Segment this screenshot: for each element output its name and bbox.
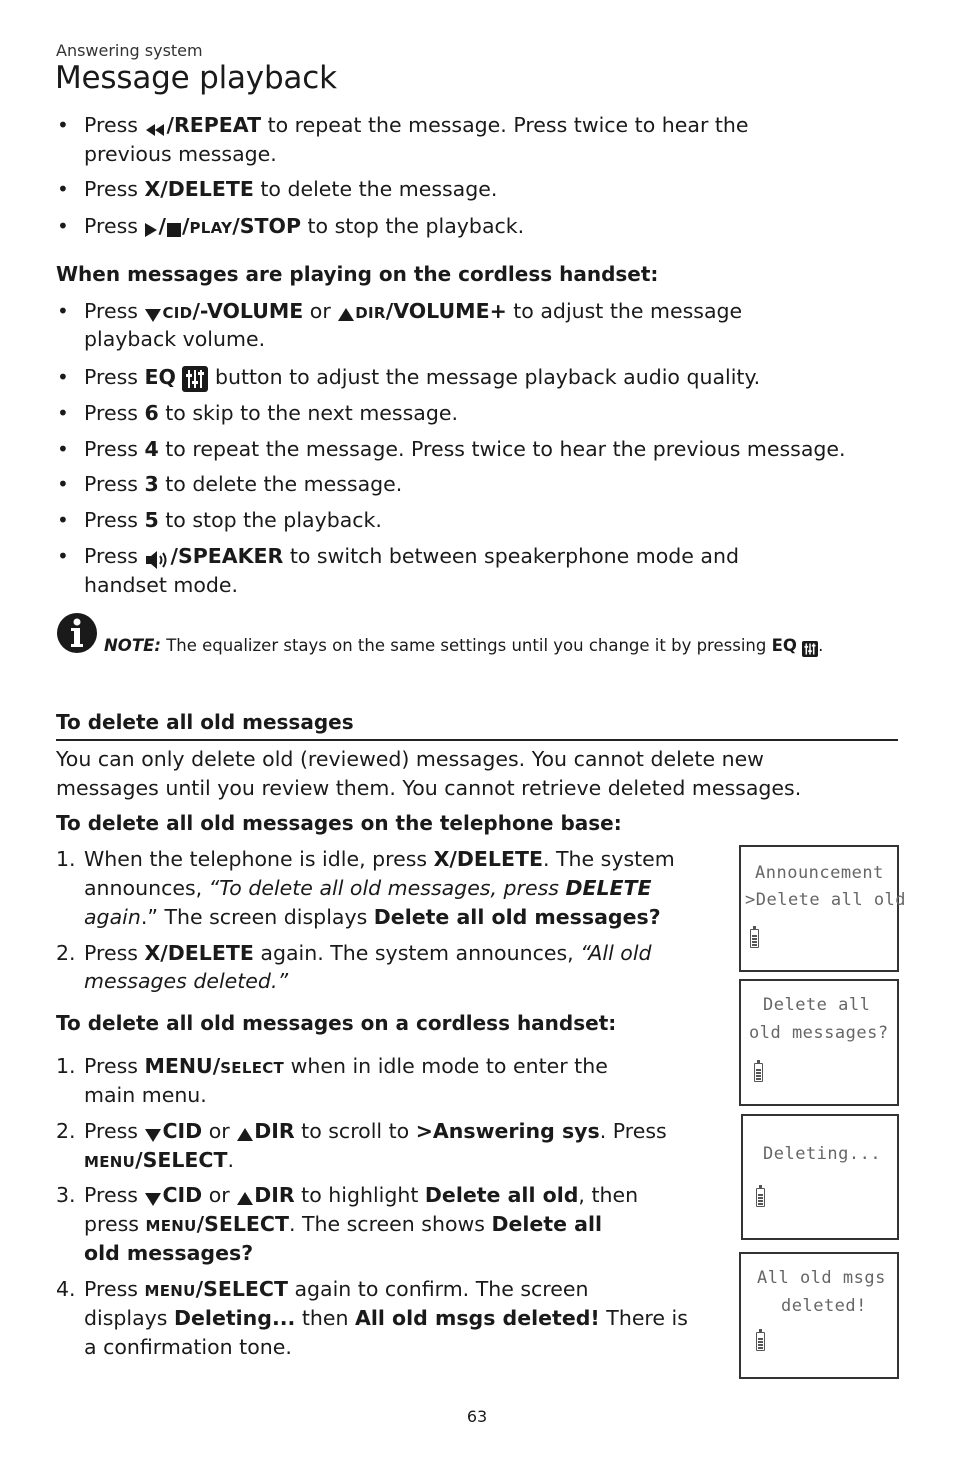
list-item-continuation: playback volume. bbox=[84, 327, 266, 351]
battery-icon bbox=[754, 1063, 763, 1082]
note-box: NOTE: The equalizer stays on the same settings until you change it by pressing EQ . bbox=[56, 612, 916, 652]
down-arrow-icon bbox=[144, 1184, 162, 1213]
up-arrow-icon bbox=[337, 300, 355, 329]
lcd-screen: Deleting... bbox=[741, 1114, 899, 1240]
subheading-base: To delete all old messages on the telephone base: bbox=[56, 811, 622, 835]
play-icon bbox=[144, 215, 158, 244]
battery-icon bbox=[750, 929, 759, 948]
lcd-screen: Delete all old messages? bbox=[739, 979, 899, 1106]
speaker-icon bbox=[144, 545, 170, 574]
lcd-screen: Announcement >Delete all old bbox=[739, 845, 899, 972]
section-heading-delete-all: To delete all old messages bbox=[56, 710, 354, 734]
up-arrow-icon bbox=[236, 1120, 254, 1149]
down-arrow-icon bbox=[144, 1120, 162, 1149]
page-title: Message playback bbox=[55, 60, 337, 96]
battery-icon bbox=[756, 1332, 765, 1351]
lcd-screen: All old msgs deleted! bbox=[739, 1252, 899, 1379]
up-arrow-icon bbox=[236, 1184, 254, 1213]
section-label: Answering system bbox=[56, 41, 203, 60]
rewind-icon bbox=[144, 114, 166, 143]
divider bbox=[56, 739, 898, 741]
list-item-continuation: previous message. bbox=[84, 142, 277, 166]
equalizer-icon bbox=[182, 364, 208, 393]
info-icon bbox=[56, 612, 98, 654]
equalizer-icon bbox=[802, 638, 818, 657]
intro-text: messages until you review them. You cannot retrieve deleted messages. bbox=[56, 776, 802, 800]
subheading-handset: To delete all old messages on a cordless handset: bbox=[56, 1011, 617, 1035]
subheading-handset-playing: When messages are playing on the cordless handset: bbox=[56, 262, 659, 286]
battery-icon bbox=[756, 1188, 765, 1207]
note-label: NOTE: bbox=[104, 636, 161, 655]
page-number: 63 bbox=[466, 1407, 488, 1426]
list-item-continuation: handset mode. bbox=[84, 573, 239, 597]
intro-text: You can only delete old (reviewed) messages. You cannot delete new bbox=[56, 747, 764, 771]
stop-icon bbox=[166, 215, 182, 244]
